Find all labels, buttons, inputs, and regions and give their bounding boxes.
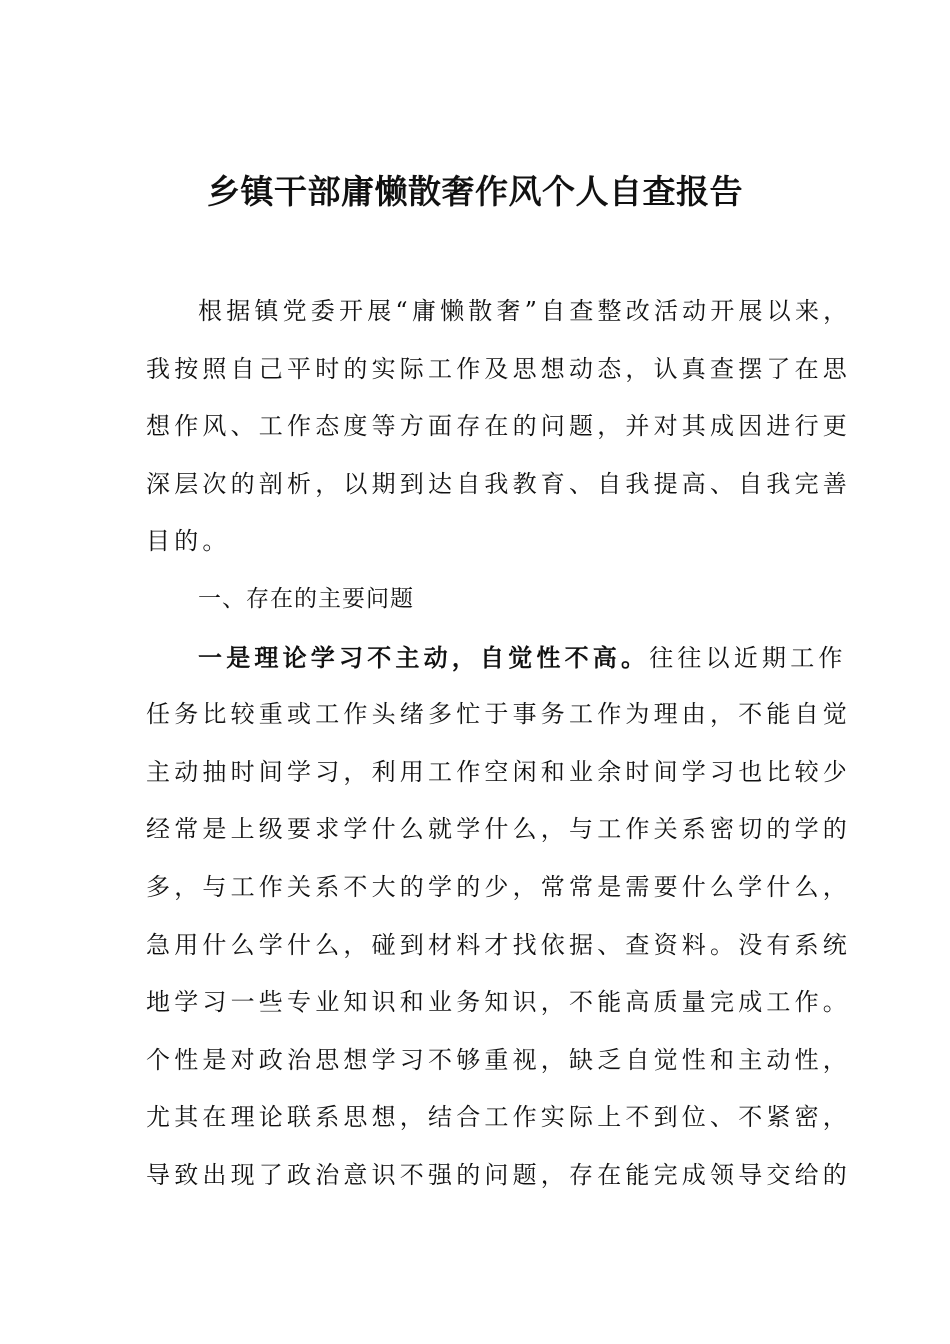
intro-line: 根据镇党委开展“庸懒散奢”自查整改活动开展以来， bbox=[198, 297, 852, 325]
item-line: 主动抽时间学习，利用工作空闲和业余时间学习也比较少 bbox=[146, 757, 851, 786]
item-first-line bbox=[146, 629, 847, 687]
document-title: 乡镇干部庸懒散奢作风个人自查报告 bbox=[207, 172, 743, 211]
item-line: 多，与工作关系不大的学的少，常常是需要什么学什么， bbox=[146, 872, 851, 901]
item-line: 个性是对政治思想学习不够重视，缺乏自觉性和主动性， bbox=[146, 1045, 851, 1074]
intro-line: 深层次的剖析，以期到达自我教育、自我提高、自我完善 bbox=[146, 469, 851, 498]
section-heading: 一、存在的主要问题 bbox=[198, 585, 414, 612]
item-first-line-rest: 往往以近期工作 bbox=[649, 643, 847, 672]
item-line: 地学习一些专业知识和业务知识，不能高质量完成工作。 bbox=[146, 988, 851, 1017]
intro-line: 想作风、工作态度等方面存在的问题，并对其成因进行更 bbox=[146, 412, 851, 441]
item-line: 任务比较重或工作头绪多忙于事务工作为理由，不能自觉 bbox=[146, 700, 851, 729]
document-body bbox=[146, 283, 852, 1205]
item-line: 导致出现了政治意识不强的问题，存在能完成领导交给的 bbox=[146, 1160, 851, 1189]
item-lead-sentence: 一是理论学习不主动，自觉性不高。 bbox=[198, 642, 650, 672]
item-line: 经常是上级要求学什么就学什么，与工作关系密切的学的 bbox=[146, 815, 851, 844]
intro-line: 目的。 bbox=[146, 527, 231, 556]
item-line: 尤其在理论联系思想，结合工作实际上不到位、不紧密， bbox=[146, 1103, 851, 1132]
intro-line: 我按照自己平时的实际工作及思想动态，认真查摆了在思 bbox=[146, 354, 851, 383]
item-line: 急用什么学什么，碰到材料才找依据、查资料。没有系统 bbox=[146, 930, 851, 959]
